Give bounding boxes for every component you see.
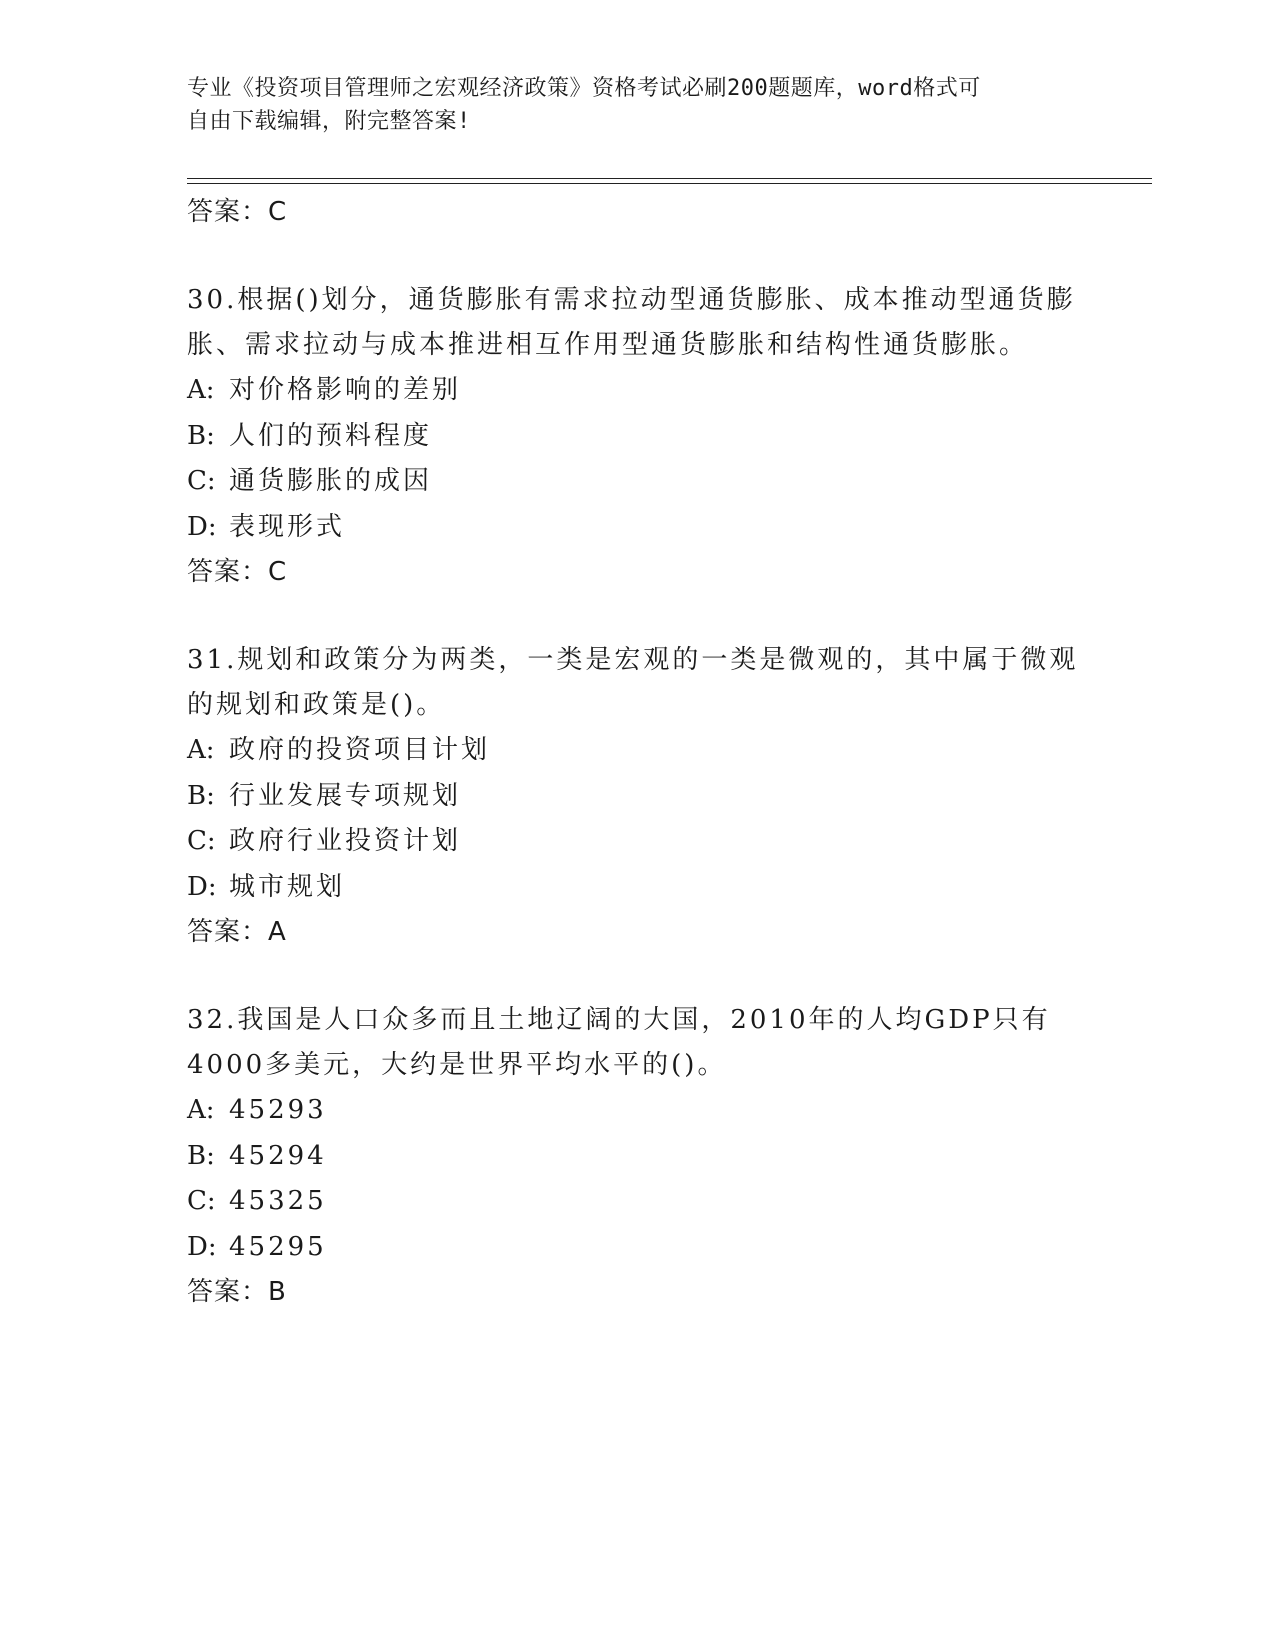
question-30: [187, 278, 1087, 595]
option-c: [187, 1179, 1087, 1225]
option-key: D:: [187, 511, 217, 542]
answer-value: A: [268, 917, 287, 947]
option-c: [187, 819, 1087, 865]
answer-value: C: [268, 557, 288, 587]
option-text: 45295: [229, 1231, 327, 1262]
question-text-line-2: 4000多美元，大约是世界平均水平的()。: [187, 1050, 727, 1080]
header-divider-top: [187, 178, 1152, 179]
option-a: [187, 728, 1087, 774]
option-text: 对价格影响的差别: [229, 375, 462, 405]
option-text: 人们的预料程度: [229, 420, 433, 451]
option-key: B:: [187, 780, 215, 811]
option-text: 45294: [229, 1140, 327, 1171]
question-text-line-1: 30.根据()划分，通货膨胀有需求拉动型通货膨胀、成本推动型通货膨: [187, 285, 1076, 315]
header-divider-bottom: [187, 183, 1152, 184]
option-text: 城市规划: [229, 871, 346, 902]
option-d: [187, 1225, 1087, 1271]
option-b: [187, 414, 1087, 460]
option-d: [187, 865, 1087, 911]
option-key: B:: [187, 1140, 215, 1171]
option-b: [187, 1134, 1087, 1180]
option-key: A:: [187, 375, 215, 405]
option-text: 政府行业投资计划: [229, 826, 462, 856]
answer-value: C: [268, 197, 288, 227]
header-line-2: 自由下载编辑，附完整答案!: [187, 109, 471, 134]
option-key: C:: [187, 1186, 216, 1216]
option-key: A:: [187, 735, 215, 765]
option-key: C:: [187, 826, 216, 856]
answer-label: 答案：: [187, 197, 269, 227]
option-key: B:: [187, 420, 215, 451]
answer-label: 答案：: [187, 557, 269, 587]
question-32: [187, 998, 1087, 1315]
option-c: [187, 459, 1087, 505]
question-text: [187, 278, 1087, 368]
question-text-line-2: 胀、需求拉动与成本推进相互作用型通货膨胀和结构性通货膨胀。: [187, 330, 1029, 360]
answer-label: 答案：: [187, 1277, 269, 1307]
option-key: D:: [187, 1231, 217, 1262]
option-key: C:: [187, 466, 216, 496]
question-31: [187, 638, 1087, 955]
question-text: [187, 638, 1087, 728]
answer-line: [187, 910, 1087, 955]
answer-line: [187, 190, 1087, 235]
option-text: 政府的投资项目计划: [229, 735, 491, 765]
option-text: 45293: [229, 1095, 327, 1125]
option-a: [187, 1088, 1087, 1134]
option-text: 表现形式: [229, 511, 346, 542]
answer-value: B: [268, 1277, 287, 1307]
answer-label: 答案：: [187, 917, 269, 947]
answer-line: [187, 550, 1087, 595]
question-text: [187, 998, 1087, 1088]
option-text: 45325: [229, 1186, 327, 1216]
option-text: 通货膨胀的成因: [229, 466, 433, 496]
question-text-line-1: 31.规划和政策分为两类，一类是宏观的一类是微观的，其中属于微观: [187, 645, 1079, 675]
option-text: 行业发展专项规划: [229, 780, 462, 811]
document-body: [187, 190, 1087, 1315]
option-d: [187, 505, 1087, 551]
page-header: [187, 72, 1067, 138]
option-key: A:: [187, 1095, 215, 1125]
option-b: [187, 774, 1087, 820]
answer-line: [187, 1270, 1087, 1315]
question-text-line-2: 的规划和政策是()。: [187, 690, 446, 720]
option-key: D:: [187, 871, 217, 902]
option-a: [187, 368, 1087, 414]
question-text-line-1: 32.我国是人口众多而且土地辽阔的大国，2010年的人均GDP只有: [187, 1005, 1051, 1035]
header-line-1: 专业《投资项目管理师之宏观经济政策》资格考试必刷200题题库，word格式可: [187, 76, 981, 101]
